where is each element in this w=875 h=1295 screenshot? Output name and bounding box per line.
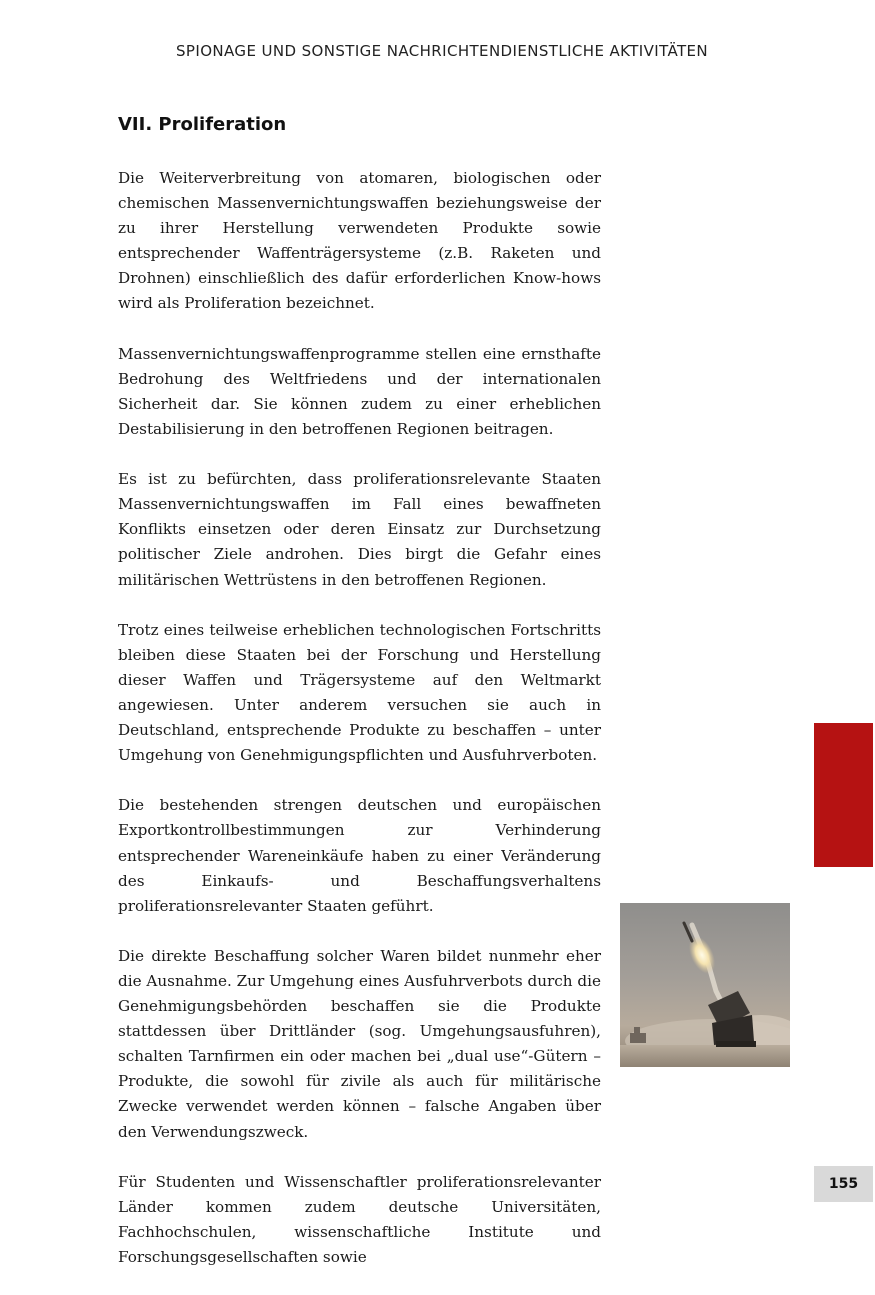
- section-title: VII. Proliferation: [118, 114, 287, 135]
- paragraph: Die direkte Beschaffung solcher Waren bildet nunmehr eher die Ausnahme. Zur Umgehung eines Ausfuhrverbots durch die Genehmigungsbehörden beschaffen sie die Produkte stattdessen über Drittländer (sog. Umgehungsausfuhren), schalten Tarnfirmen ein oder machen bei „dual use“-Gütern – Produkte, die sowohl für zivile als auch für militärische Zwecke verwendet werden können – falsche Angaben über den Verwendungszweck.: [118, 946, 601, 1141]
- running-head: SPIONAGE UND SONSTIGE NACHRICHTENDIENSTLICHE AKTIVITÄTEN: [176, 42, 709, 60]
- rocket-launch-photo: [620, 903, 790, 1067]
- paragraph: Massenvernichtungswaffenprogramme stellen eine ernsthafte Bedrohung des Weltfriedens und der internationalen Sicherheit dar. Sie können zudem zu einer erheblichen Destabilisierung in den betroffenen Regionen beitragen.: [118, 344, 601, 438]
- paragraph: Die Weiterverbreitung von atomaren, biologischen oder chemischen Massenvernichtungswaffen beziehungsweise der zu ihrer Herstellung verwendeten Produkte sowie entsprechender Waffenträgersysteme (z.B. Raketen und Drohnen) einschließlich des dafür erforderlichen Know-hows wird als Proliferation bezeichnet.: [118, 169, 601, 313]
- paragraph: Für Studenten und Wissenschaftler proliferationsrelevanter Länder kommen zudem deutsche Universitäten, Fachhochschulen, wissenschaftliche Institute und Forschungsgesellschaften sowie: [118, 1172, 601, 1267]
- chapter-marker-tab: [814, 723, 873, 867]
- paragraph: Trotz eines teilweise erheblichen technologischen Fortschritts bleiben diese Staaten bei der Forschung und Herstellung dieser Waffen und Trägersysteme auf den Weltmarkt angewiesen. Unter anderem versuchen sie auch in Deutschland, entsprechende Produkte zu beschaffen – unter Umgehung von Genehmigungspflichten und Ausfuhrverboten.: [118, 620, 601, 765]
- page-number: 155: [814, 1166, 873, 1202]
- body-text: [118, 166, 601, 1295]
- paragraph: Es ist zu befürchten, dass proliferationsrelevante Staaten Massenvernichtungswaffen im Fall eines bewaffneten Konflikts einsetzen oder deren Einsatz zur Durchsetzung politischer Ziele androhen. Dies birgt die Gefahr eines militärischen Wettrüstens in den betroffenen Regionen.: [118, 470, 601, 589]
- paragraph: Die bestehenden strengen deutschen und europäischen Exportkontrollbestimmungen zur Verhinderung entsprechender Wareneinkäufe haben zu einer Veränderung des Einkaufs- und Beschaffungsverhaltens proliferationsrelevanter Staaten geführt.: [118, 796, 601, 915]
